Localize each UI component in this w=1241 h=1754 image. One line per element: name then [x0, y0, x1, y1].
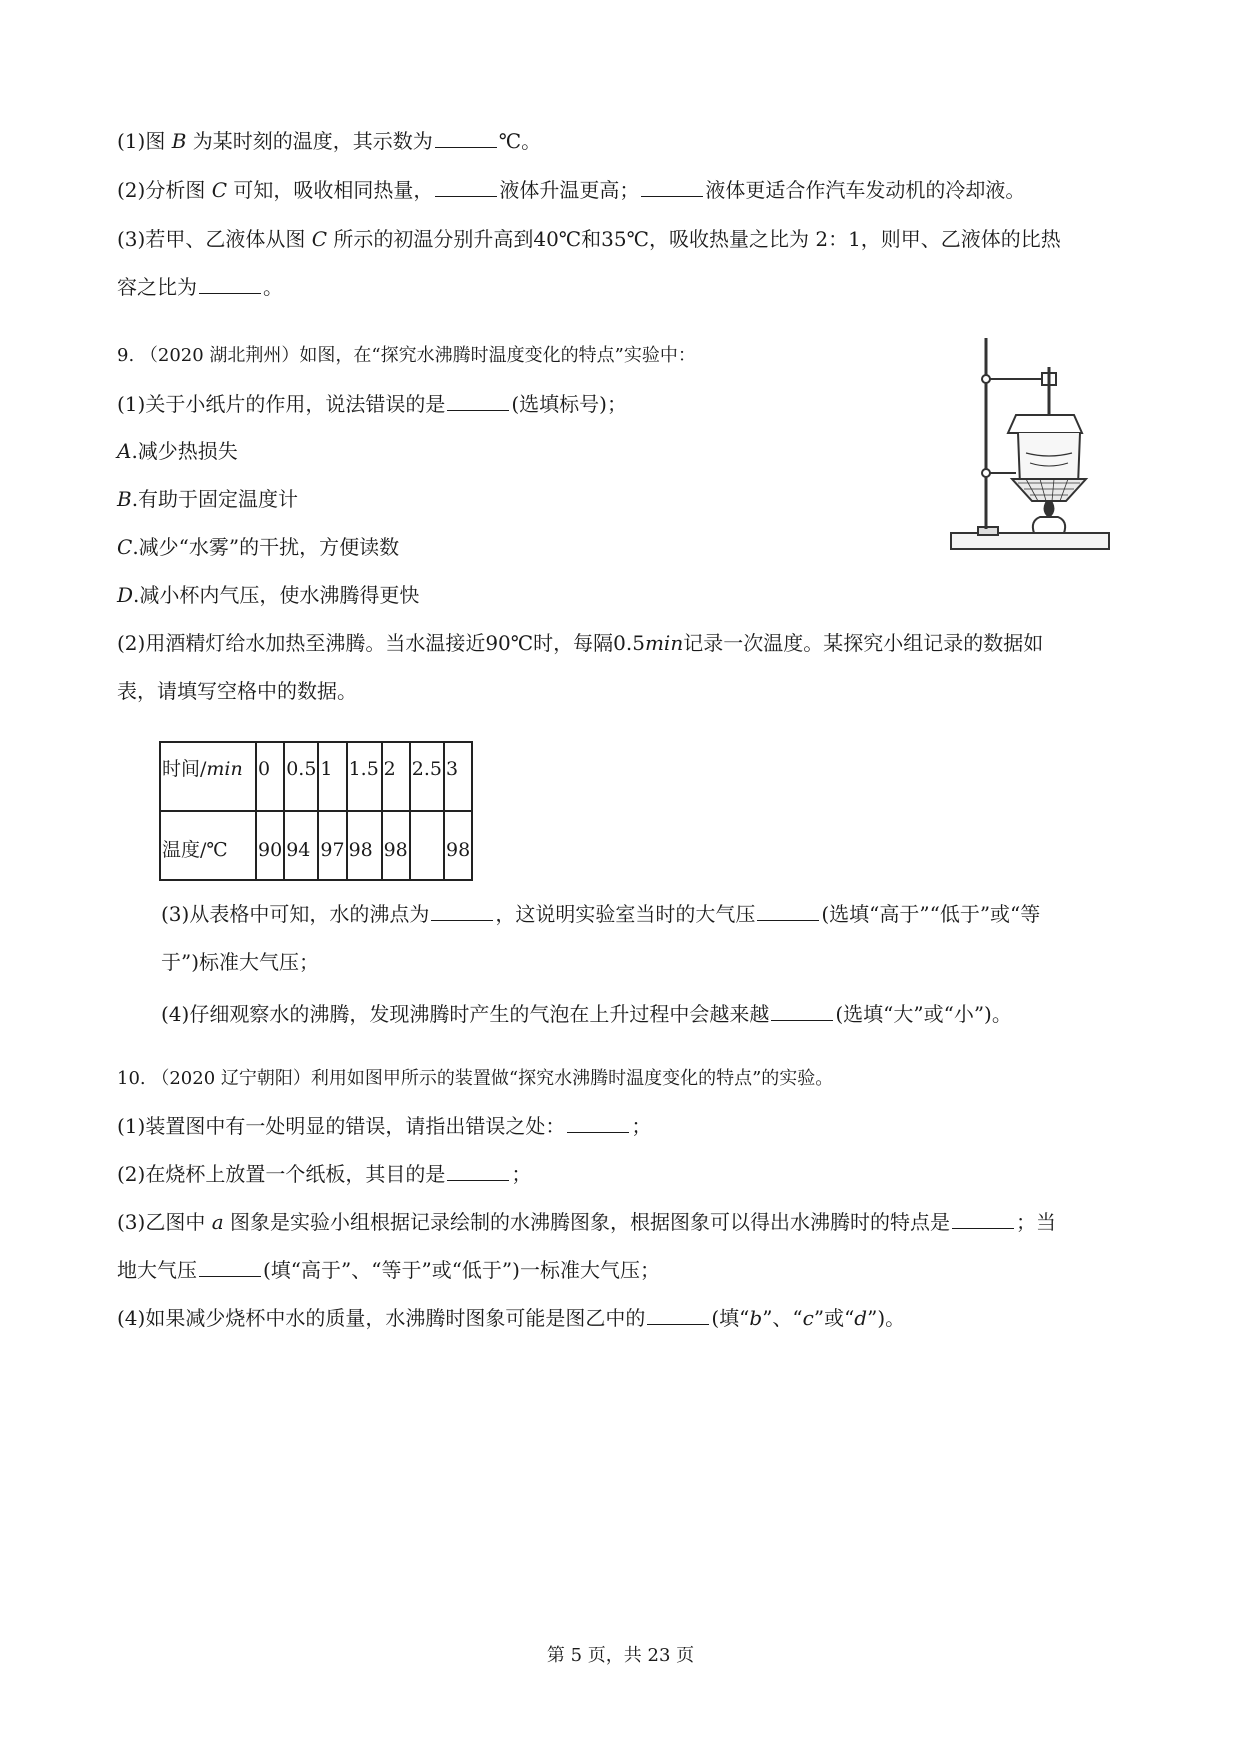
text: ℃。: [498, 129, 542, 153]
text: 所示的初温分别升高到40℃和35℃，吸收热量之比为 2：1，则甲、乙液体的比热: [327, 227, 1061, 251]
unit: min: [206, 758, 243, 780]
question-10-part-1: [117, 1113, 651, 1139]
question-10-part-3: [117, 1209, 1056, 1235]
page-footer: 第 5 页，共 23 页: [546, 1645, 695, 1666]
text: (1)图: [117, 129, 172, 153]
question-8-part-3: [117, 226, 1061, 252]
text: ”、“: [762, 1306, 803, 1330]
table-cell: 90: [256, 811, 284, 880]
table-cell: 98: [444, 811, 472, 880]
question-9-part-3-cont: 于”)标准大气压；: [161, 950, 320, 974]
text: 。: [263, 275, 283, 299]
table-row-temperature: [160, 811, 472, 880]
table-row-time: [160, 742, 472, 811]
text: (2)在烧杯上放置一个纸板，其目的是: [117, 1162, 446, 1186]
text: (3)乙图中: [117, 1210, 212, 1234]
text: (1)装置图中有一处明显的错误，请指出错误之处：: [117, 1114, 566, 1138]
table-cell: 94: [284, 811, 318, 880]
option-text: .减少“水雾”的干扰，方便读数: [132, 535, 400, 559]
table-cell: 2: [382, 742, 410, 811]
answer-blank[interactable]: [447, 392, 509, 411]
text: (2)分析图: [117, 178, 212, 202]
table-cell: 1.5: [347, 742, 382, 811]
text: (4)仔细观察水的沸腾，发现沸腾时产生的气泡在上升过程中会越来越: [161, 1002, 770, 1026]
answer-blank[interactable]: [199, 275, 261, 294]
text: ；: [511, 1162, 532, 1186]
table-header-time: [160, 742, 256, 811]
table-header-temperature: 温度/℃: [160, 811, 256, 880]
text: (4)如果减少烧杯中水的质量，水沸腾时图象可能是图乙中的: [117, 1306, 646, 1330]
text: 液体更适合作汽车发动机的冷却液。: [705, 178, 1026, 202]
text: (3)若甲、乙液体从图: [117, 227, 312, 251]
text: ”)。: [867, 1306, 906, 1330]
option-letter: D: [117, 583, 134, 607]
option-text: .减小杯内气压，使水沸腾得更快: [133, 583, 420, 607]
answer-blank[interactable]: [431, 902, 493, 921]
table-cell: 0: [256, 742, 284, 811]
text: 时间/: [162, 758, 207, 780]
option-letter: C: [117, 535, 133, 559]
table-cell: 97: [318, 811, 346, 880]
option-c: [117, 534, 399, 560]
text: (填“高于”、“等于”或“低于”)一标准大气压；: [263, 1258, 660, 1282]
answer-blank[interactable]: [199, 1258, 261, 1277]
option-d: [117, 582, 419, 608]
text: (选填“大”或“小”)。: [835, 1002, 1012, 1026]
text: 液体升温更高；: [499, 178, 640, 202]
table-cell: 0.5: [284, 742, 318, 811]
question-9-part-3: [161, 901, 1040, 927]
question-9-part-1: [117, 391, 627, 417]
table-cell: 2.5: [410, 742, 444, 811]
text: 可知，吸收相同热量，: [227, 178, 434, 202]
question-9-part-2-cont: 表，请填写空格中的数据。: [117, 679, 357, 703]
variable: b: [749, 1306, 763, 1330]
answer-blank[interactable]: [435, 129, 497, 148]
text: (选填标号)；: [511, 392, 627, 416]
option-text: .有助于固定温度计: [131, 487, 299, 511]
variable: d: [854, 1306, 868, 1330]
answer-blank[interactable]: [647, 1306, 709, 1325]
text: 图象是实验小组根据记录绘制的水沸腾图象，根据图象可以得出水沸腾时的特点是: [223, 1210, 950, 1234]
question-8-part-2: [117, 177, 1025, 203]
question-9-part-2: [117, 630, 1043, 656]
answer-blank[interactable]: [641, 178, 703, 197]
answer-blank[interactable]: [435, 178, 497, 197]
question-10-part-4: [117, 1305, 905, 1331]
question-8-part-3-cont: [117, 274, 283, 300]
text: ”或“: [813, 1306, 855, 1330]
option-b: [117, 486, 298, 512]
table-cell-empty[interactable]: [410, 811, 444, 880]
question-10-part-2: [117, 1161, 531, 1187]
table-cell: 3: [444, 742, 472, 811]
answer-blank[interactable]: [567, 1114, 629, 1133]
text: 为某时刻的温度，其示数为: [186, 129, 433, 153]
question-8-part-1: [117, 128, 541, 154]
answer-blank[interactable]: [771, 1002, 833, 1021]
text: 地大气压: [117, 1258, 197, 1282]
text: (1)关于小纸片的作用，说法错误的是: [117, 392, 446, 416]
question-9-heading: 9. （2020 湖北荆州）如图，在“探究水沸腾时温度变化的特点”实验中：: [117, 345, 696, 366]
question-10-part-3-cont: [117, 1257, 660, 1283]
text: (选填“高于”“低于”或“等: [821, 902, 1041, 926]
table-cell: 1: [318, 742, 346, 811]
question-10-heading: 10. （2020 辽宁朝阳）利用如图甲所示的装置做“探究水沸腾时温度变化的特点”的实验。: [117, 1068, 834, 1089]
variable: a: [211, 1210, 224, 1234]
option-text: .减少热损失: [131, 439, 238, 463]
variable: B: [171, 129, 187, 153]
temperature-data-table: [159, 741, 473, 881]
unit: min: [644, 631, 684, 655]
table-cell: 98: [382, 811, 410, 880]
text: ；当: [1015, 1210, 1056, 1234]
question-9-part-4: [161, 1001, 1012, 1027]
answer-blank[interactable]: [447, 1162, 509, 1181]
option-letter: B: [117, 487, 132, 511]
variable: C: [311, 227, 327, 251]
answer-blank[interactable]: [757, 902, 819, 921]
text: 容之比为: [117, 275, 197, 299]
answer-blank[interactable]: [952, 1210, 1014, 1229]
text: (2)用酒精灯给水加热至沸腾。当水温接近90℃时，每隔0.5: [117, 631, 645, 655]
variable: C: [211, 178, 227, 202]
table-cell: 98: [347, 811, 382, 880]
text: (3)从表格中可知，水的沸点为: [161, 902, 430, 926]
boiling-apparatus-figure: [946, 333, 1114, 561]
variable: c: [802, 1306, 814, 1330]
option-a: [117, 438, 238, 464]
text: ，这说明实验室当时的大气压: [495, 902, 756, 926]
option-letter: A: [117, 439, 132, 463]
text: 记录一次温度。某探究小组记录的数据如: [683, 631, 1044, 655]
text: (填“: [711, 1306, 750, 1330]
text: ；: [631, 1114, 652, 1138]
